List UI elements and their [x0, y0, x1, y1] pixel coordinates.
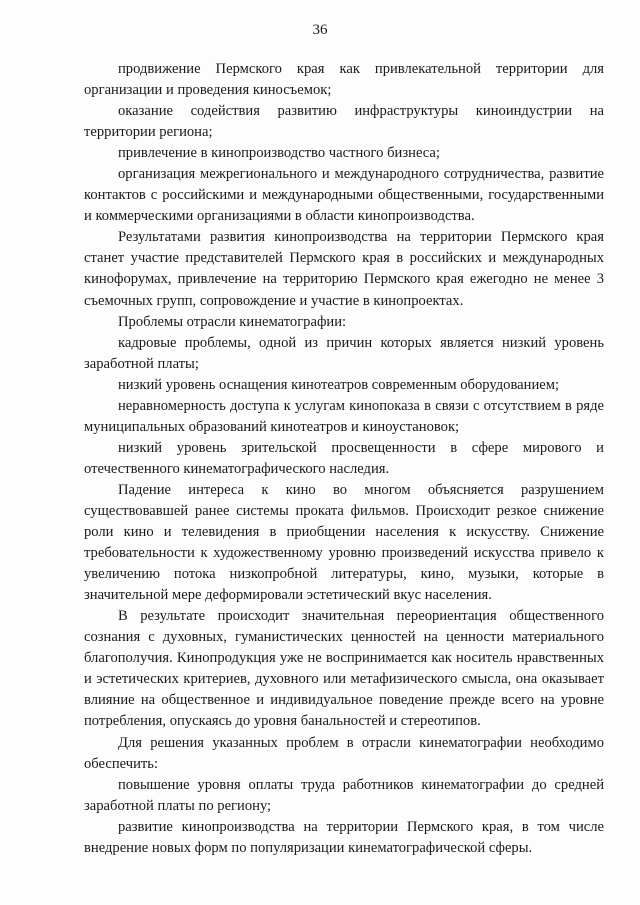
- paragraph: привлечение в кинопроизводство частного бизнеса;: [118, 145, 440, 162]
- paragraph: повышение уровня оплаты труда работников кинематографии до средней заработной платы по региону;: [84, 776, 604, 814]
- paragraph: низкий уровень оснащения кинотеатров современным оборудованием;: [118, 376, 560, 393]
- paragraph: развитие кинопроизводства на территории Пермского края, в том числе внедрение новых форм по популяризации кинематографической сферы.: [84, 818, 604, 856]
- paragraph: оказание содействия развитию инфраструктуры киноиндустрии на территории региона;: [84, 103, 604, 141]
- body-text: [84, 59, 604, 859]
- paragraph: Для решения указанных проблем в отрасли кинематографии необходимо обеспечить:: [84, 734, 604, 772]
- paragraph: кадровые проблемы, одной из причин которых является низкий уровень заработной платы;: [84, 334, 604, 372]
- paragraph: неравномерность доступа к услугам кинопоказа в связи с отсутствием в ряде муниципальных образований кинотеатров и киноустановок;: [84, 397, 604, 435]
- paragraph: Падение интереса к кино во многом объясняется разрушением существовавшей ранее системы проката фильмов. Происходит резкое снижение роли кино и телевидения в приобщении населения к искусству. Снижение требовательности к художественному уровню произведений искусства привело к увеличению потока низкопробной литературы, кино, музыки, которые в значительной мере деформировали эстетический вкус населения.: [84, 481, 604, 604]
- page-number: 36: [312, 22, 328, 38]
- paragraph: В результате происходит значительная переориентация общественного сознания с духовных, гуманистических ценностей на ценности материального благополучия. Кинопродукция уже не воспринимается как носитель нравственных и эстетических критериев, духовного или метафизического смысла, она оказывает влияние на общественное и индивидуальное поведение прежде всего на уровне потребления, опускаясь до уровня банальностей и стереотипов.: [84, 608, 604, 730]
- paragraph: низкий уровень зрительской просвещенности в сфере мирового и отечественного кинематографического наследия.: [84, 439, 604, 477]
- paragraph: организация межрегионального и международного сотрудничества, развитие контактов с российскими и международными общественными, государственными и коммерческими организациями в области кинопроизводства.: [84, 166, 604, 225]
- paragraph: Результатами развития кинопроизводства на территории Пермского края станет участие представителей Пермского края в российских и международных кинофорумах, привлечение на территорию Пермского края ежегодно не менее 3 съемочных групп, сопровождение и участие в кинопроектах.: [84, 229, 604, 309]
- paragraph: продвижение Пермского края как привлекательной территории для организации и проведения киносъемок;: [84, 61, 604, 99]
- paragraph: Проблемы отрасли кинематографии:: [118, 313, 347, 330]
